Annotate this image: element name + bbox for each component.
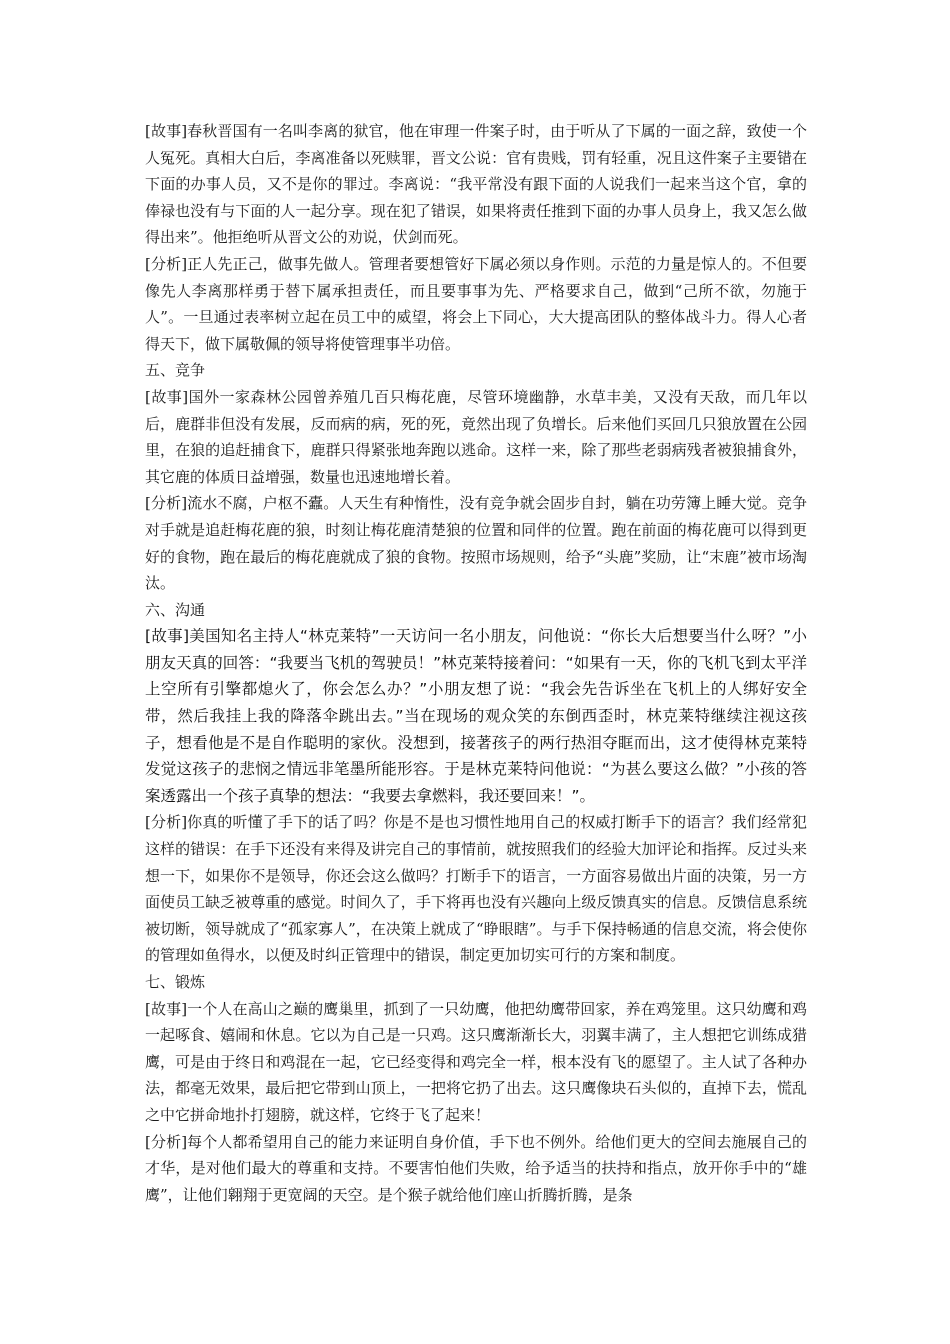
analysis-paragraph-pilot: [分析]你真的听懂了手下的话了吗？你是不是也习惯性地用自己的权威打断手下的语言？我们经常犯这样的错误：在手下还没有来得及讲完自己的事情前，就按照我们的经验大加评论和指挥。反过头来想一下，如果你不是领导，你还会这么做吗？打断手下的语言，一方面容易做出片面的决策，另一方面使员工缺乏被尊重的感觉。时间久了，手下将再也没有兴趣向上级反馈真实的信息。反馈信息系统被切断，领导就成了“孤家寡人”，在决策上就成了“睁眼瞎”。与手下保持畅通的信息交流，将会使你的管理如鱼得水，以便及时纠正管理中的错误，制定更加切实可行的方案和制度。 bbox=[145, 813, 807, 965]
analysis-paragraph-eagle: [分析]每个人都希望用自己的能力来证明自身价值，手下也不例外。给他们更大的空间去施展自己的才华，是对他们最大的尊重和支持。不要害怕他们失败，给予适当的扶持和指点，放开你手中的“雄鹰”，让他们翱翔于更宽阔的天空。是个猴子就给他们座山折腾折腾，是条 bbox=[145, 1132, 807, 1204]
section-heading-training: 七、锻炼 bbox=[145, 973, 206, 991]
section-heading-competition: 五、竞争 bbox=[145, 361, 206, 380]
story-paragraph-pilot: [故事]美国知名主持人“林克莱特”一天访问一名小朋友，问他说：“你长大后想要当什么呀？”小朋友天真的回答：“我要当飞机的驾驶员！”林克莱特接着问：“如果有一天，你的飞机飞到太平洋上空所有引擎都熄火了，你会怎么办？”小朋友想了说：“我会先告诉坐在飞机上的人绑好安全带，然后我挂上我的降落伞跳出去。”当在现场的观众笑的东倒西歪时，林克莱特继续注视这孩子，想看他是不是自作聪明的家伙。没想到，接著孩子的两行热泪夺眶而出，这才使得林克莱特发觉这孩子的悲悯之情远非笔墨所能形容。于是林克莱特问他说：“为甚么要这么做？”小孩的答案透露出一个孩子真挚的想法：“我要去拿燃料，我还要回来！”。 bbox=[145, 627, 807, 805]
analysis-paragraph-li-li: [分析]正人先正己，做事先做人。管理者要想管好下属必须以身作则。示范的力量是惊人的。不但要像先人李离那样勇于替下属承担责任，而且要事事为先、严格要求自己，做到“己所不欲，勿施于人”。一旦通过表率树立起在员工中的威望，将会上下同心，大大提高团队的整体战斗力。得人心者得天下，做下属敬佩的领导将使管理事半功倍。 bbox=[145, 254, 807, 353]
section-heading-communication: 六、沟通 bbox=[145, 600, 206, 619]
story-paragraph-deer: [故事]国外一家森林公园曾养殖几百只梅花鹿，尽管环境幽静，水草丰美，又没有天敌，而几年以后，鹿群非但没有发展，反而病的病，死的死，竟然出现了负增长。后来他们买回几只狼放置在公园里，在狼的追赶捕食下，鹿群只得紧张地奔跑以逃命。这样一来，除了那些老弱病残者被狼捕食外，其它鹿的体质日益增强，数量也迅速地增长着。 bbox=[145, 387, 807, 486]
analysis-paragraph-deer: [分析]流水不腐，户枢不蠹。人天生有种惰性，没有竞争就会固步自封，躺在功劳簿上睡大觉。竞争对手就是追赶梅花鹿的狼，时刻让梅花鹿清楚狼的位置和同伴的位置。跑在前面的梅花鹿可以得到更好的食物，跑在最后的梅花鹿就成了狼的食物。按照市场规则，给予“头鹿”奖励，让“末鹿”被市场淘汰。 bbox=[145, 494, 807, 593]
document-body bbox=[145, 118, 807, 1208]
story-paragraph-li-li: [故事]春秋晋国有一名叫李离的狱官，他在审理一件案子时，由于听从了下属的一面之辞，致使一个人冤死。真相大白后，李离准备以死赎罪，晋文公说：官有贵贱，罚有轻重，况且这件案子主要错在下面的办事人员，又不是你的罪过。李离说：“我平常没有跟下面的人说我们一起来当这个官，拿的俸禄也没有与下面的人一起分享。现在犯了错误，如果将责任推到下面的办事人员身上，我又怎么做得出来”。他拒绝听从晋文公的劝说，伏剑而死。 bbox=[145, 122, 807, 247]
story-paragraph-eagle: [故事]一个人在高山之巅的鹰巢里，抓到了一只幼鹰，他把幼鹰带回家，养在鸡笼里。这只幼鹰和鸡一起啄食、嬉闹和休息。它以为自己是一只鸡。这只鹰渐渐长大，羽翼丰满了，主人想把它训练成猎鹰，可是由于终日和鸡混在一起，它已经变得和鸡完全一样，根本没有飞的愿望了。主人试了各种办法，都毫无效果，最后把它带到山顶上，一把将它扔了出去。这只鹰像块石头似的，直掉下去，慌乱之中它拼命地扑打翅膀，就这样，它终于飞了起来！ bbox=[145, 999, 807, 1124]
